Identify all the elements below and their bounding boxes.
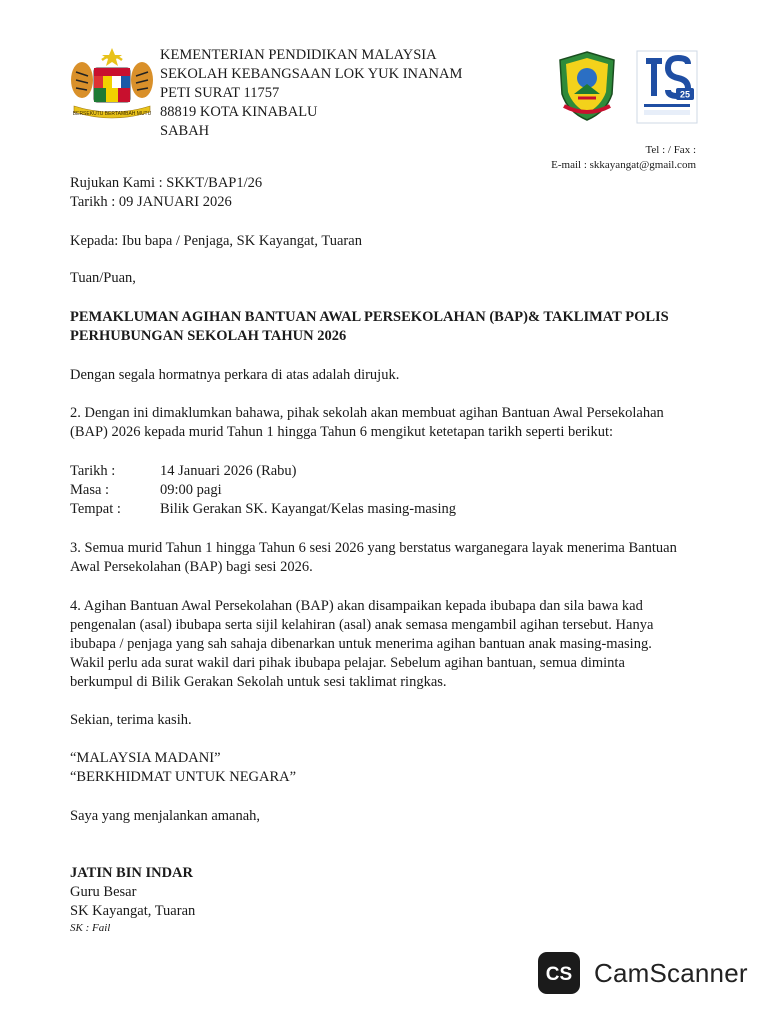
amanah-line: Saya yang menjalankan amanah, bbox=[70, 808, 261, 824]
recipient: Kepada: Ibu bapa / Penjaga, SK Kayangat, Tuaran bbox=[70, 233, 362, 249]
address-line: KEMENTERIAN PENDIDIKAN MALAYSIA bbox=[160, 47, 437, 63]
signatory-name: JATIN BIN INDAR bbox=[70, 865, 193, 881]
address-line: SEKOLAH KEBANGSAAN LOK YUK INANAM bbox=[160, 66, 463, 82]
detail-row-time bbox=[70, 481, 222, 500]
subject-line: PEMAKLUMAN AGIHAN BANTUAN AWAL PERSEKOLAHAN (BAP)& TAKLIMAT POLIS bbox=[70, 309, 669, 325]
intro-paragraph: Dengan segala hormatnya perkara di atas adalah dirujuk. bbox=[70, 367, 400, 383]
contact-info bbox=[551, 143, 696, 173]
email: E-mail : skkayangat@gmail.com bbox=[551, 159, 696, 171]
paragraph-line: ibubapa / penjaga yang sah sahaja dibenarkan untuk menerima agihan bantuan anak masing-masing. bbox=[70, 636, 652, 652]
camscanner-brand: CamScanner bbox=[594, 958, 748, 988]
detail-label: Masa : bbox=[70, 482, 110, 498]
paragraph-2 bbox=[70, 404, 695, 442]
svg-text:BERSEKUTU BERTAMBAH MUTU: BERSEKUTU BERTAMBAH MUTU bbox=[72, 111, 152, 117]
detail-value: 14 Januari 2026 (Rabu) bbox=[160, 463, 297, 479]
paragraph-line: 3. Semua murid Tahun 1 hingga Tahun 6 sesi 2026 yang berstatus warganegara layak menerima Bantuan bbox=[70, 540, 677, 556]
paragraph-4 bbox=[70, 597, 695, 692]
detail-label: Tempat : bbox=[70, 501, 121, 517]
subject-line: PERHUBUNGAN SEKOLAH TAHUN 2026 bbox=[70, 328, 347, 344]
signatory-title: Guru Besar bbox=[70, 884, 137, 900]
reference-number: Rujukan Kami : SKKT/BAP1/26 bbox=[70, 175, 263, 191]
paragraph-line: (BAP) 2026 kepada murid Tahun 1 hingga Tahun 6 mengikut ketetapan tarikh seperti berikut: bbox=[70, 424, 614, 440]
address-line: 88819 KOTA KINABALU bbox=[160, 104, 318, 120]
ts25-logo-icon bbox=[636, 50, 698, 124]
detail-value: 09:00 pagi bbox=[160, 482, 222, 498]
malaysia-coat-of-arms-icon bbox=[66, 46, 158, 122]
detail-row-date bbox=[70, 462, 297, 481]
paragraph-line: 4. Agihan Bantuan Awal Persekolahan (BAP) akan disampaikan kepada ibubapa dan sila bawa kad bbox=[70, 598, 643, 614]
address-line: PETI SURAT 11757 bbox=[160, 85, 280, 101]
paragraph-line: berkumpul di Bilik Gerakan Sekolah untuk sesi taklimat ringkas. bbox=[70, 674, 447, 690]
address-line: SABAH bbox=[160, 123, 210, 139]
school-crest-icon bbox=[556, 50, 618, 122]
signatory-school: SK Kayangat, Tuaran bbox=[70, 903, 196, 919]
paragraph-line: Awal Persekolahan (BAP) bagi sesi 2026. bbox=[70, 559, 313, 575]
letter-date: Tarikh : 09 JANUARI 2026 bbox=[70, 194, 232, 210]
salutation: Tuan/Puan, bbox=[70, 270, 136, 286]
detail-row-place bbox=[70, 500, 456, 519]
paragraph-line: Wakil perlu ada surat wakil dari pihak ibubapa pelajar. Sebelum agihan bantuan, semua diminta bbox=[70, 655, 625, 671]
slogan: “MALAYSIA MADANI” bbox=[70, 750, 221, 766]
closing: Sekian, terima kasih. bbox=[70, 712, 192, 728]
slogan: “BERKHIDMAT UNTUK NEGARA” bbox=[70, 769, 297, 785]
camscanner-badge-text: CS bbox=[545, 964, 573, 985]
detail-value: Bilik Gerakan SK. Kayangat/Kelas masing-masing bbox=[160, 501, 456, 517]
school-address bbox=[160, 46, 462, 141]
carbon-copy: SK : Fail bbox=[70, 922, 111, 934]
paragraph-3 bbox=[70, 539, 695, 577]
camscanner-logo-icon bbox=[538, 952, 580, 994]
paragraph-line: pengenalan (asal) ibubapa serta sijil kelahiran (asal) anak semasa mengambil agihan tersebut. Hanya bbox=[70, 617, 654, 633]
tel-fax: Tel : / Fax : bbox=[645, 144, 696, 156]
detail-label: Tarikh : bbox=[70, 463, 116, 479]
paragraph-line: 2. Dengan ini dimaklumkan bahawa, pihak sekolah akan membuat agihan Bantuan Awal Persekolahan bbox=[70, 405, 664, 421]
svg-text:25: 25 bbox=[679, 89, 691, 100]
